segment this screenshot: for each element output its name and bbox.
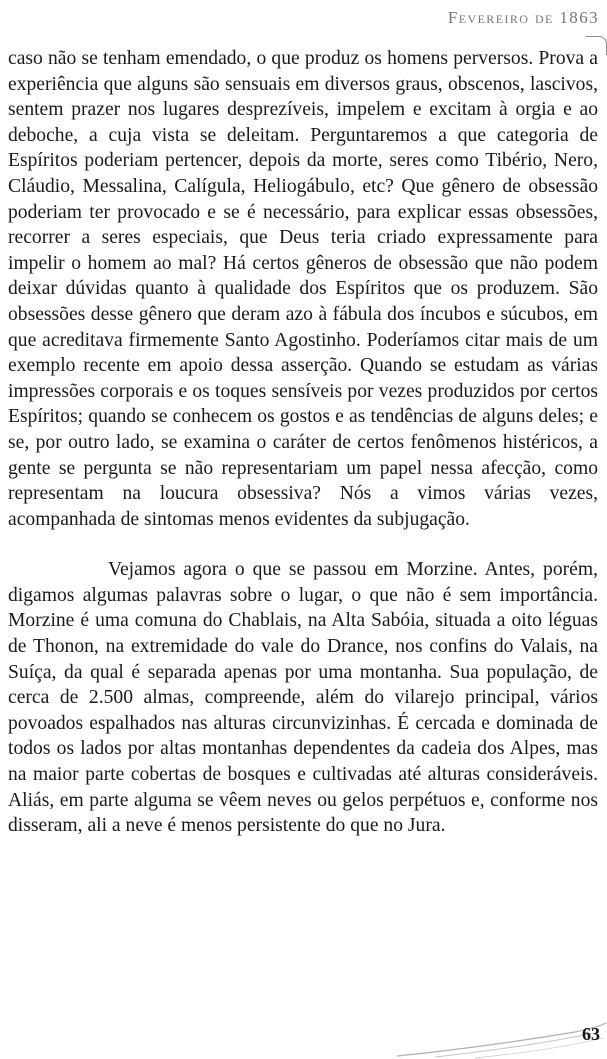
running-header: Fevereiro de 1863 (447, 8, 599, 27)
paragraph-1: caso não se tenham emendado, o que produz os homens perversos. Prova a experiência que alguns são sensuais em diversos graus, obscenos, lascivos, sentem prazer nos lugares desprezíveis, impelem e excitam à orgia e ao deboche, a cuja vista se deleitam. Perguntaremos a que categoria de Espíritos poderiam pertencer, depois da morte, seres como Tibério, Nero, Cláudio, Messalina, Calígula, Heliogábulo, etc? Que gênero de obsessão poderiam ter provocado e se é necessário, para explicar essas obsessões, recorrer a seres especiais, que Deus teria criado expressamente para impelir o homem ao mal? Há certos gêneros de obsessão que não podem deixar dúvidas quanto à qualidade dos Espíritos que os produzem. São obsessões desse gênero que deram azo à fábula dos íncubos e súcubos, em que acreditava firmemente Santo Agostinho. Poderíamos citar mais de um exemplo recente em apoio dessa asserção. Quando se estudam as várias impressões corporais e os toques sensíveis por vezes produzidos por certos Espíritos; quando se conhecem os gostos e as tendências de alguns deles; e se, por outro lado, se examina o caráter de certos fenômenos histéricos, a gente se pergunta se não representariam um papel nessa afecção, como representam na loucura obsessiva? Nós a vimos várias vezes, acompanhada de sintomas menos evidentes da subjugação. (8, 48, 598, 530)
page-number: 63 (582, 1024, 600, 1044)
footer-swoosh-ornament (395, 1020, 607, 1059)
page-body (8, 46, 598, 839)
paragraph-2: Vejamos agora o que se passou em Morzine. Antes, porém, digamos algumas palavras sobre o lugar, o que não é sem importância. Morzine é uma comuna do Chablais, na Alta Sabóia, situada a oito léguas de Thonon, na extremidade do vale do Drance, nos confins do Valais, na Suíça, da qual é separada apenas por uma montanha. Sua população, de cerca de 2.500 almas, compreende, além do vilarejo principal, vários povoados espalhados nas alturas circunvizinhas. É cercada e dominada de todos os lados por altas montanhas dependentes da cadeia dos Alpes, mas na maior parte cobertas de bosques e cultivadas até alturas consideráveis. Aliás, em parte alguma se vêem neves ou gelos perpétuos e, conforme nos disseram, ali a neve é menos persistente do que no Jura. (8, 559, 598, 837)
